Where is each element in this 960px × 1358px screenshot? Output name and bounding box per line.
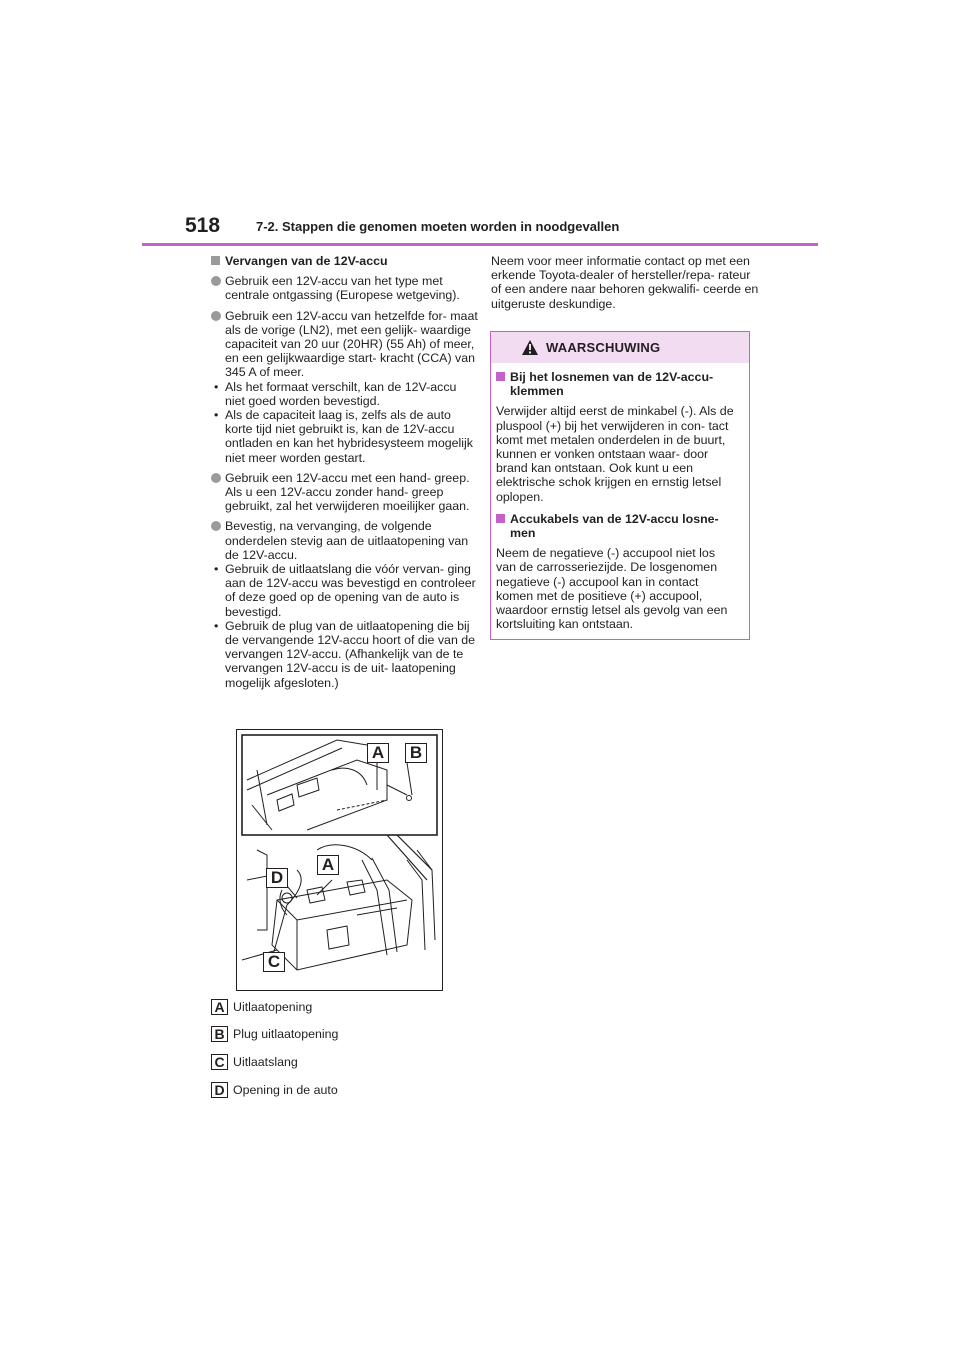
square-bullet-icon [496, 514, 505, 523]
bullet-text: Gebruik een 12V-accu van het type met centrale ontgassing (Europese wetgeving). [225, 274, 460, 303]
right-column [491, 254, 759, 311]
sub-bullet-marker: • [214, 408, 219, 423]
legend-key: B [211, 1026, 228, 1042]
battery-line-drawing [237, 730, 442, 990]
legend-label: Opening in de auto [233, 1083, 338, 1097]
warning-text: Verwijder altijd eerst de minkabel (-). Als de pluspool (+) bij het verwijderen in con- tact komt met metalen onderdelen in de buurt, kunnen er vonken ontstaan waar- door brand kan ontstaan. Ook kunt u een elektrische schok krijgen en ernstig letsel oplopen. [496, 404, 734, 504]
page-number: 518 [185, 214, 221, 237]
section-heading-text: Vervangen van de 12V-accu [225, 254, 388, 268]
sub-bullet-item [211, 408, 479, 465]
warning-heading-text: Bij het losnemen van de 12V-accu- klemmen [510, 370, 714, 399]
callout-a-bottom: A [317, 855, 339, 875]
sub-bullet-text: Als de capaciteit laag is, zelfs als de auto korte tijd niet gebruikt is, kan de 12V-accu ontladen en kan het hybridesysteem mogelijk niet meer worden gestart. [225, 408, 473, 465]
bullet-text: Gebruik een 12V-accu van hetzelfde for- maat als de vorige (LN2), met een gelijk- waardige capaciteit van 20 uur (20HR) (55 Ah) of meer, en een gelijkwaardige start- kracht (CCA) van 345 A of meer. [225, 308, 478, 380]
square-bullet-icon [496, 372, 505, 381]
bullet-item [211, 471, 479, 514]
callout-c: C [263, 952, 285, 972]
callout-d: D [266, 868, 288, 888]
bullet-item [211, 519, 479, 562]
bullet-item [211, 309, 479, 380]
header-rule [142, 243, 818, 246]
section-heading [211, 254, 479, 268]
legend-key: C [211, 1054, 228, 1070]
legend-label: Uitlaatslang [233, 1055, 298, 1069]
legend-label: Plug uitlaatopening [233, 1027, 339, 1041]
round-bullet-icon [211, 276, 221, 286]
sub-bullet-marker: • [214, 379, 219, 394]
warning-body [496, 370, 736, 631]
warning-heading-text: Accukabels van de 12V-accu losne- men [510, 511, 719, 541]
legend-key: A [211, 999, 228, 1015]
chapter-title: 7-2. Stappen die genomen moeten worden in noodgevallen [256, 219, 620, 234]
warning-title: WAARSCHUWING [546, 340, 661, 355]
warning-text: Neem de negatieve (-) accupool niet los van de carrosseriezijde. De losgenomen negatieve (-) accupool kan in contact komen met de positieve (+) accupool, waardoor ernstig letsel als gevolg van een kortsluiting kan ontstaan. [496, 546, 728, 632]
sub-bullet-text: Gebruik de uitlaatslang die vóór vervan- ging aan de 12V-accu was bevestigd en controleer of deze goed op de opening van de auto is bevestigd. [225, 562, 476, 619]
bullet-group [211, 519, 479, 689]
sub-bullet-item [211, 619, 479, 690]
warning-heading [496, 512, 736, 540]
sub-bullet-text: Gebruik de plug van de uitlaatopening die bij de vervangende 12V-accu hoort of die van de vervangen 12V-accu. (Afhankelijk van de te vervangen 12V-accu is de uit- laatopening mogelijk afgesloten.) [225, 618, 476, 690]
warning-heading [496, 370, 736, 398]
bullet-group [211, 309, 479, 465]
legend-label: Uitlaatopening [233, 1000, 313, 1014]
warning-box [490, 331, 750, 640]
round-bullet-icon [211, 473, 221, 483]
bullet-item [211, 274, 479, 302]
square-bullet-icon [211, 256, 220, 265]
intro-paragraph: Neem voor meer informatie contact op met een erkende Toyota-dealer of hersteller/repa- rateur of een andere naar behoren gekwalifi- ceerde en uitgeruste deskundige. [491, 254, 759, 311]
sub-bullet-marker: • [214, 618, 219, 633]
warning-header [491, 332, 749, 363]
legend-key: D [211, 1082, 228, 1098]
sub-bullet-item [211, 562, 479, 619]
warning-triangle-icon [521, 339, 539, 356]
sub-bullet-text: Als het formaat verschilt, kan de 12V-accu niet goed worden bevestigd. [225, 379, 457, 408]
round-bullet-icon [211, 521, 221, 531]
sub-bullet-marker: • [214, 562, 219, 577]
bullet-text: Gebruik een 12V-accu met een hand- greep. Als u een 12V-accu zonder hand- greep gebruikt, zal het verwijderen moeilijker gaan. [225, 470, 470, 514]
round-bullet-icon [211, 311, 221, 321]
callout-a-top: A [367, 743, 389, 763]
callout-b: B [405, 743, 427, 763]
bullet-text: Bevestig, na vervanging, de volgende onderdelen stevig aan de uitlaatopening van de 12V-accu. [225, 519, 469, 562]
left-column [211, 254, 479, 690]
sub-bullet-item [211, 380, 479, 408]
battery-illustration [236, 729, 443, 991]
